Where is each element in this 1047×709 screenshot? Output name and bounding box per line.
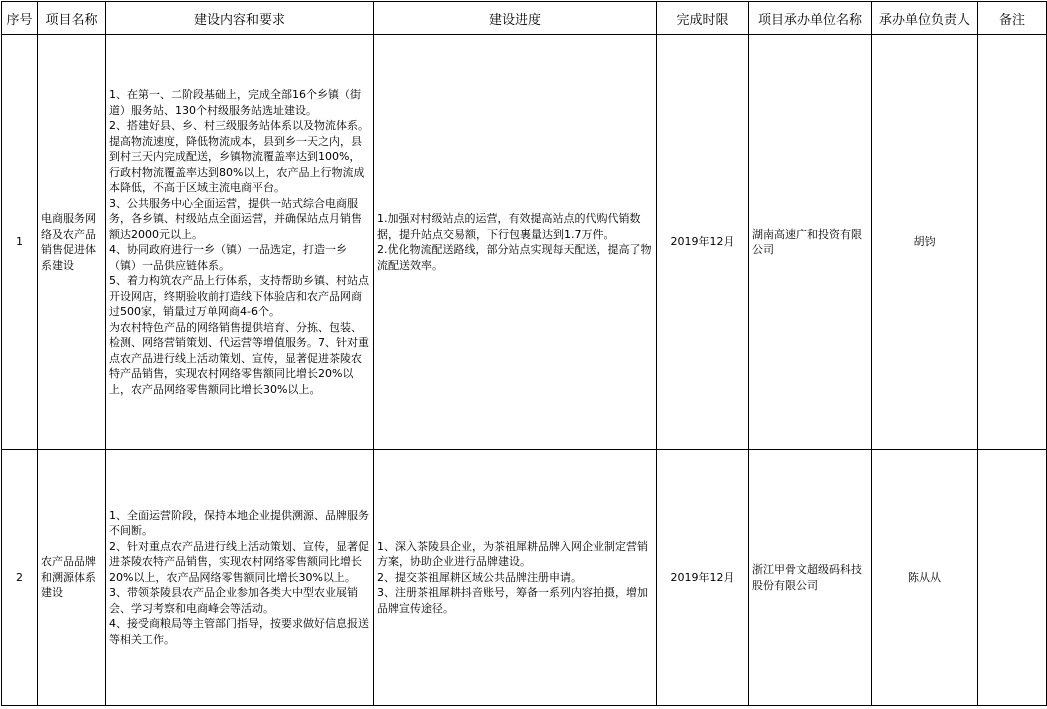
table-row: [2, 450, 1047, 706]
header-row: [2, 2, 1047, 35]
cell-note: [978, 450, 1047, 706]
header-deadline: 完成时限: [657, 2, 749, 35]
cell-unit: 浙江甲骨文超级码科技股份有限公司: [749, 450, 872, 706]
header-note: 备注: [978, 2, 1047, 35]
cell-project-name: 农产品品牌和溯源体系建设: [38, 450, 106, 706]
header-content: 建设内容和要求: [106, 2, 374, 35]
cell-note: [978, 35, 1047, 450]
cell-content: 1、在第一、二阶段基础上，完成全部16个乡镇（街道）服务站、130个村级服务站选址建设。 2、搭建好县、乡、村三级服务站体系以及物流体系。提高物流速度，降低物流成本，县到乡一天之内，县到村三天内完成配送，乡镇物流覆盖率达到100%，行政村物流覆盖率达到80%以上，农产品上行物流成本降低，不高于区域主流电商平台。 3、公共服务中心全面运营，提供一站式综合电商服务，各乡镇、村级站点全面运营，并确保站点月销售额达2000元以上。 4、协同政府进行一乡（镇）一品选定，打造一乡（镇）一品供应链体系。 5、着力构筑农产品上行体系，支持帮助乡镇、村站点开设网店，终期验收前打造线下体验店和农产品网商过500家，销量过万单网商4-6个。 为农村特色产品的网络销售提供培育、分拣、包装、检测、网络营销策划、代运营等增值服务。7、针对重点农产品进行线上活动策划、宣传，显著促进茶陵农特产品销售，实现农村网络零售额同比增长20%以上，农产品网络零售额同比增长30%以上。: [106, 35, 374, 450]
table-row: [2, 35, 1047, 450]
project-table: [1, 1, 1047, 706]
cell-seq: 2: [2, 450, 38, 706]
header-progress: 建设进度: [374, 2, 657, 35]
cell-deadline: 2019年12月: [657, 35, 749, 450]
cell-progress: 1.加强对村级站点的运营，有效提高站点的代购代销数据，提升站点交易额，下行包裹量达到1.7万件。 2.优化物流配送路线，部分站点实现每天配送，提高了物流配送效率。: [374, 35, 657, 450]
header-person: 承办单位负责人: [872, 2, 978, 35]
header-project-name: 项目名称: [38, 2, 106, 35]
cell-progress: 1、深入茶陵县企业，为茶祖犀耕品牌入网企业制定营销方案，协助企业进行品牌建设。 2、提交茶祖犀耕区域公共品牌注册申请。 3、注册茶祖犀耕抖音账号，筹备一系列内容拍摄，增加品牌宣传途径。: [374, 450, 657, 706]
header-seq: 序号: [2, 2, 38, 35]
cell-seq: 1: [2, 35, 38, 450]
cell-deadline: 2019年12月: [657, 450, 749, 706]
cell-person: 陈从从: [872, 450, 978, 706]
header-unit: 项目承办单位名称: [749, 2, 872, 35]
cell-unit: 湖南高速广和投资有限公司: [749, 35, 872, 450]
cell-content: 1、全面运营阶段，保持本地企业提供溯源、品牌服务不间断。 2、针对重点农产品进行线上活动策划、宣传，显著促进茶陵农特产品销售，实现农村网络零售额同比增长20%以上，农产品网络零售额同比增长30%以上。 3、带领茶陵县农产品企业参加各类大中型农业展销会、学习考察和电商峰会等活动。 4、接受商粮局等主管部门指导，按要求做好信息报送等相关工作。: [106, 450, 374, 706]
cell-project-name: 电商服务网络及农产品销售促进体系建设: [38, 35, 106, 450]
cell-person: 胡钧: [872, 35, 978, 450]
